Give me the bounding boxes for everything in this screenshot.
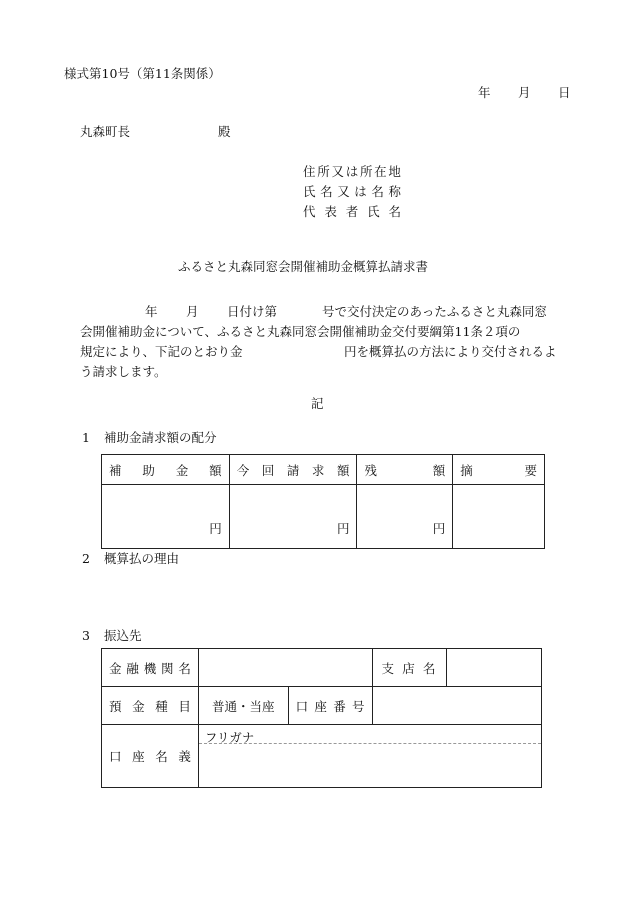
date-day: 日 bbox=[558, 85, 571, 100]
label-char: は bbox=[345, 164, 359, 179]
col-subsidy-amount-label bbox=[109, 461, 222, 479]
section-1-number: 1 bbox=[82, 430, 90, 445]
bank-name-input[interactable] bbox=[198, 649, 372, 687]
body-line3-a: 規定により、下記のとおり金 bbox=[80, 344, 243, 359]
allocation-header-row bbox=[102, 455, 545, 485]
addressee-honorific: 殿 bbox=[218, 124, 231, 139]
branch-name-label-cell bbox=[372, 649, 447, 687]
body-year: 年 bbox=[145, 304, 158, 319]
section-3-title: 振込先 bbox=[104, 628, 142, 643]
label-char: 口 bbox=[109, 749, 122, 764]
label-char: 名 bbox=[178, 660, 191, 676]
label-char: 住 bbox=[303, 164, 316, 179]
label-char: 表 bbox=[324, 204, 337, 219]
label-char: 請 bbox=[286, 462, 300, 478]
label-char: 店 bbox=[402, 660, 415, 676]
label-char: 義 bbox=[178, 749, 191, 764]
deposit-type-label-cell bbox=[102, 687, 199, 725]
representative-label bbox=[303, 206, 401, 219]
body-date-suffix: 日付け第 bbox=[227, 304, 278, 319]
label-char: 金 bbox=[132, 698, 145, 714]
section-1-title: 補助金請求額の配分 bbox=[104, 430, 217, 445]
col-remarks-label bbox=[460, 461, 537, 479]
label-char: 又 bbox=[337, 184, 350, 199]
date-month: 月 bbox=[518, 85, 531, 100]
label-char: 今 bbox=[236, 462, 250, 478]
yen-unit: 円 bbox=[432, 521, 446, 536]
label-char: 額 bbox=[336, 462, 350, 478]
label-char: 関 bbox=[161, 660, 174, 676]
label-char: 金 bbox=[109, 660, 122, 676]
addressee-name: 丸森町長 bbox=[80, 124, 131, 139]
label-char: 残 bbox=[364, 462, 377, 478]
bank-name-label-cell bbox=[102, 649, 199, 687]
current-request-cell[interactable] bbox=[229, 485, 357, 549]
label-char: 号 bbox=[351, 698, 365, 714]
subsidy-amount-cell[interactable] bbox=[102, 485, 230, 549]
label-char: 預 bbox=[109, 698, 122, 714]
label-char: 番 bbox=[333, 698, 346, 714]
branch-name-label bbox=[380, 659, 440, 677]
date-year: 年 bbox=[478, 85, 491, 100]
col-current-request bbox=[229, 455, 357, 485]
account-name-label bbox=[109, 747, 191, 765]
label-char: 助 bbox=[142, 462, 155, 478]
label-char: 名 bbox=[320, 184, 333, 199]
bank-name-label bbox=[109, 659, 191, 677]
yen-unit: 円 bbox=[336, 521, 350, 536]
label-char: 額 bbox=[432, 462, 446, 478]
col-subsidy-amount bbox=[102, 455, 230, 485]
label-char: 名 bbox=[422, 660, 436, 676]
label-char: 要 bbox=[524, 462, 537, 478]
account-name-row bbox=[102, 725, 542, 788]
label-char: 額 bbox=[209, 462, 222, 478]
yen-unit: 円 bbox=[209, 521, 222, 536]
label-char: 目 bbox=[178, 698, 191, 714]
col-balance-label bbox=[364, 461, 445, 479]
label-char: 求 bbox=[311, 462, 325, 478]
section-2-title: 概算払の理由 bbox=[104, 551, 180, 566]
label-char: 在 bbox=[374, 164, 387, 179]
allocation-value-row bbox=[102, 485, 545, 549]
label-char: 所 bbox=[317, 164, 330, 179]
label-char: は bbox=[354, 184, 367, 199]
label-char: 地 bbox=[388, 164, 401, 179]
body-line4: う請求します。 bbox=[80, 364, 167, 379]
account-name-cell bbox=[198, 725, 541, 788]
label-char: 回 bbox=[261, 462, 275, 478]
bank-row bbox=[102, 649, 542, 687]
label-char: 座 bbox=[314, 698, 327, 714]
form-number: 様式第10号（第11条関係） bbox=[64, 66, 221, 81]
label-char: 金 bbox=[175, 462, 189, 478]
label-char: 補 bbox=[109, 462, 122, 478]
deposit-row bbox=[102, 687, 542, 725]
allocation-table bbox=[101, 454, 545, 549]
balance-cell[interactable] bbox=[357, 485, 453, 549]
label-char: 名 bbox=[155, 749, 168, 764]
account-name-input[interactable] bbox=[199, 744, 541, 786]
body-line2: 会開催補助金について、ふるさと丸森同窓会開催補助金交付要綱第11条２項の bbox=[80, 324, 521, 339]
label-char: 種 bbox=[155, 698, 168, 714]
bank-transfer-table bbox=[101, 648, 542, 788]
label-char: 者 bbox=[345, 204, 359, 219]
label-char: 融 bbox=[126, 660, 139, 676]
deposit-type-label bbox=[109, 697, 191, 715]
label-char: 支 bbox=[381, 660, 395, 676]
col-current-request-label bbox=[237, 461, 350, 479]
label-char: 名 bbox=[371, 184, 384, 199]
label-char: 名 bbox=[388, 204, 401, 219]
body-line1-rest: 号で交付決定のあったふるさと丸森同窓 bbox=[322, 304, 547, 319]
ki-marker: 記 bbox=[311, 396, 324, 411]
label-char: 機 bbox=[143, 660, 157, 676]
account-number-label bbox=[296, 697, 365, 715]
label-char: 口 bbox=[295, 698, 309, 714]
label-char: 又 bbox=[331, 164, 344, 179]
remarks-cell[interactable] bbox=[453, 485, 545, 549]
account-name-label-cell bbox=[102, 725, 199, 788]
deposit-type-value[interactable]: 普通・当座 bbox=[198, 687, 288, 725]
label-char: 氏 bbox=[303, 184, 316, 199]
label-char: 所 bbox=[359, 164, 373, 179]
label-char: 称 bbox=[388, 184, 401, 199]
furigana-label: フリガナ bbox=[204, 730, 255, 745]
branch-name-input[interactable] bbox=[447, 649, 542, 687]
body-line3-b: 円を概算払の方法により交付されるよ bbox=[344, 344, 557, 359]
col-remarks bbox=[453, 455, 545, 485]
name-label bbox=[303, 186, 401, 199]
section-3-number: 3 bbox=[82, 628, 90, 643]
label-char: 氏 bbox=[367, 204, 380, 219]
body-month: 月 bbox=[186, 304, 199, 319]
label-char: 代 bbox=[303, 204, 316, 219]
section-2-number: 2 bbox=[82, 551, 90, 566]
address-label bbox=[303, 166, 401, 179]
furigana-line[interactable] bbox=[199, 725, 541, 744]
label-char: 摘 bbox=[460, 462, 473, 478]
label-char: 座 bbox=[132, 749, 145, 764]
document-title: ふるさと丸森同窓会開催補助金概算払請求書 bbox=[178, 259, 429, 274]
account-number-label-cell bbox=[288, 687, 372, 725]
col-balance bbox=[357, 455, 453, 485]
account-number-input[interactable] bbox=[372, 687, 542, 725]
